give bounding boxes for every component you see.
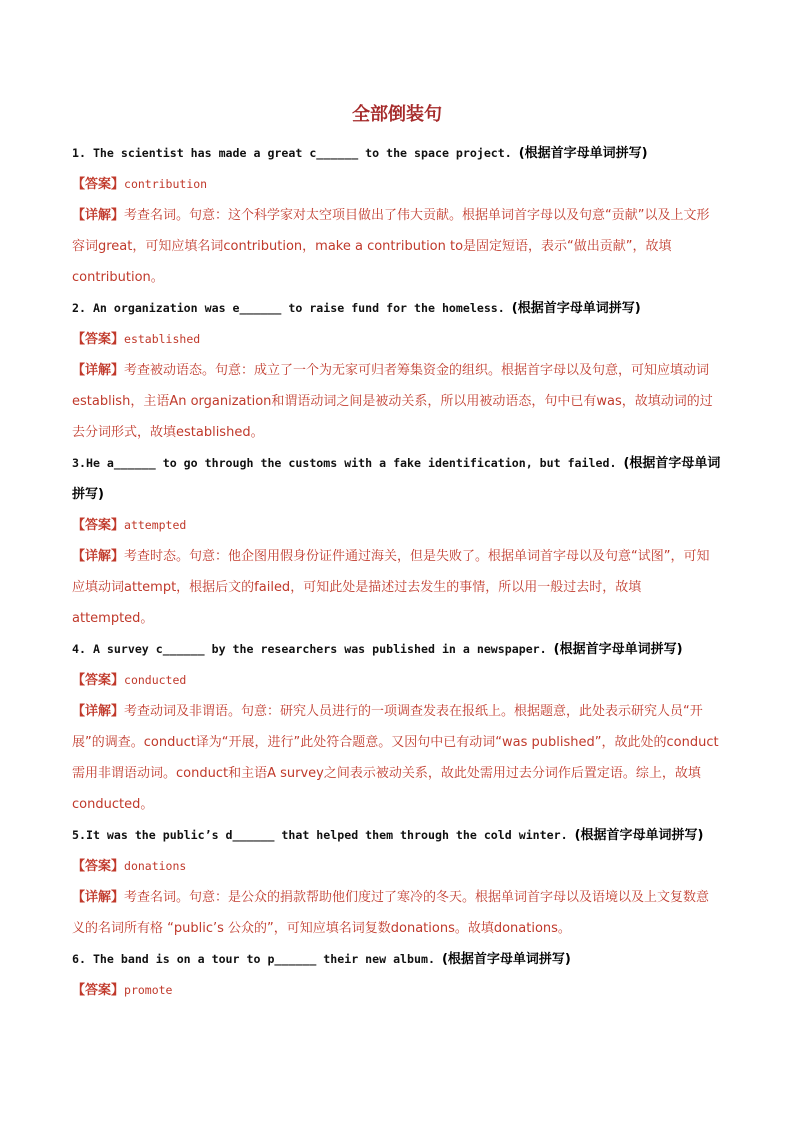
answer-value: donations (124, 859, 187, 873)
question-sentence: 3.He a______ to go through the customs with a fake identification, but failed. (72, 456, 617, 470)
detail-line (72, 882, 722, 944)
question-item (72, 448, 722, 634)
answer-value: promote (124, 983, 173, 997)
question-item (72, 944, 722, 1006)
document-title: 全部倒装句 (352, 104, 442, 125)
detail-tag: 【详解】 (72, 363, 125, 378)
question-item (72, 820, 722, 944)
question-sentence: 4. A survey c______ by the researchers was published in a newspaper. (72, 642, 547, 656)
detail-line (72, 541, 722, 634)
question-text (72, 138, 722, 169)
answer-line (72, 975, 722, 1006)
question-hint: (根据首字母单词拼写) (553, 642, 683, 657)
detail-text: 考查时态。句意：他企图用假身份证件通过海关，但是失败了。根据单词首字母以及句意“试图”，可知应填动词attempt，根据后文的failed，可知此处是描述过去发生的事情，所以用一般过去时，故填attempted。 (72, 549, 710, 626)
question-hint: (根据首字母单词拼写) (511, 301, 641, 316)
detail-text: 考查名词。句意：这个科学家对太空项目做出了伟大贡献。根据单词首字母以及句意“贡献”以及上文形容词great，可知应填名词contribution，make a contribution to是固定短语，表示“做出贡献”，故填contribution。 (72, 208, 710, 285)
detail-line (72, 696, 722, 820)
question-hint: (根据首字母单词拼写) (518, 146, 648, 161)
question-text (72, 820, 722, 851)
answer-value: conducted (124, 673, 187, 687)
answer-tag: 【答案】 (72, 983, 125, 998)
answer-value: attempted (124, 518, 187, 532)
detail-line (72, 200, 722, 293)
detail-line (72, 355, 722, 448)
question-sentence: 5.It was the public’s d______ that helped them through the cold winter. (72, 828, 568, 842)
answer-line (72, 324, 722, 355)
document-page (72, 100, 722, 1006)
question-text (72, 448, 722, 510)
answer-line (72, 510, 722, 541)
answer-tag: 【答案】 (72, 859, 125, 874)
detail-tag: 【详解】 (72, 890, 125, 905)
question-sentence: 6. The band is on a tour to p______ their new album. (72, 952, 435, 966)
detail-tag: 【详解】 (72, 549, 125, 564)
detail-text: 考查被动语态。句意：成立了一个为无家可归者筹集资金的组织。根据首字母以及句意，可知应填动词establish，主语An organization和谓语动词之间是被动关系，所以用被动语态，句中已有was，故填动词的过去分词形式，故填established。 (72, 363, 713, 440)
question-sentence: 2. An organization was e______ to raise fund for the homeless. (72, 301, 505, 315)
question-hint: (根据首字母单词拼写) (72, 456, 721, 502)
question-hint: (根据首字母单词拼写) (574, 828, 704, 843)
question-hint: (根据首字母单词拼写) (441, 952, 571, 967)
question-text (72, 634, 722, 665)
answer-value: contribution (124, 177, 208, 191)
question-item (72, 138, 722, 293)
detail-text: 考查名词。句意：是公众的捐款帮助他们度过了寒冷的冬天。根据单词首字母以及语境以及上文复数意义的名词所有格 “public’s 公众的”，可知应填名词复数donations。故填donations。 (72, 890, 710, 936)
answer-tag: 【答案】 (72, 518, 125, 533)
answer-tag: 【答案】 (72, 332, 125, 347)
question-item (72, 634, 722, 820)
answer-tag: 【答案】 (72, 177, 125, 192)
question-item (72, 293, 722, 448)
detail-tag: 【详解】 (72, 704, 125, 719)
detail-text: 考查动词及非谓语。句意：研究人员进行的一项调查发表在报纸上。根据题意，此处表示研究人员“开展”的调查。conduct译为“开展，进行”此处符合题意。又因句中已有动词“was published”，故此处的conduct需用非谓语动词。conduct和主语A survey之间表示被动关系，故此处需用过去分词作后置定语。综上，故填conducted。 (72, 704, 719, 812)
answer-line (72, 851, 722, 882)
detail-tag: 【详解】 (72, 208, 125, 223)
answer-tag: 【答案】 (72, 673, 125, 688)
question-sentence: 1. The scientist has made a great c______ to the space project. (72, 146, 512, 160)
answer-value: established (124, 332, 201, 346)
answer-line (72, 169, 722, 200)
answer-line (72, 665, 722, 696)
question-text (72, 293, 722, 324)
question-text (72, 944, 722, 975)
